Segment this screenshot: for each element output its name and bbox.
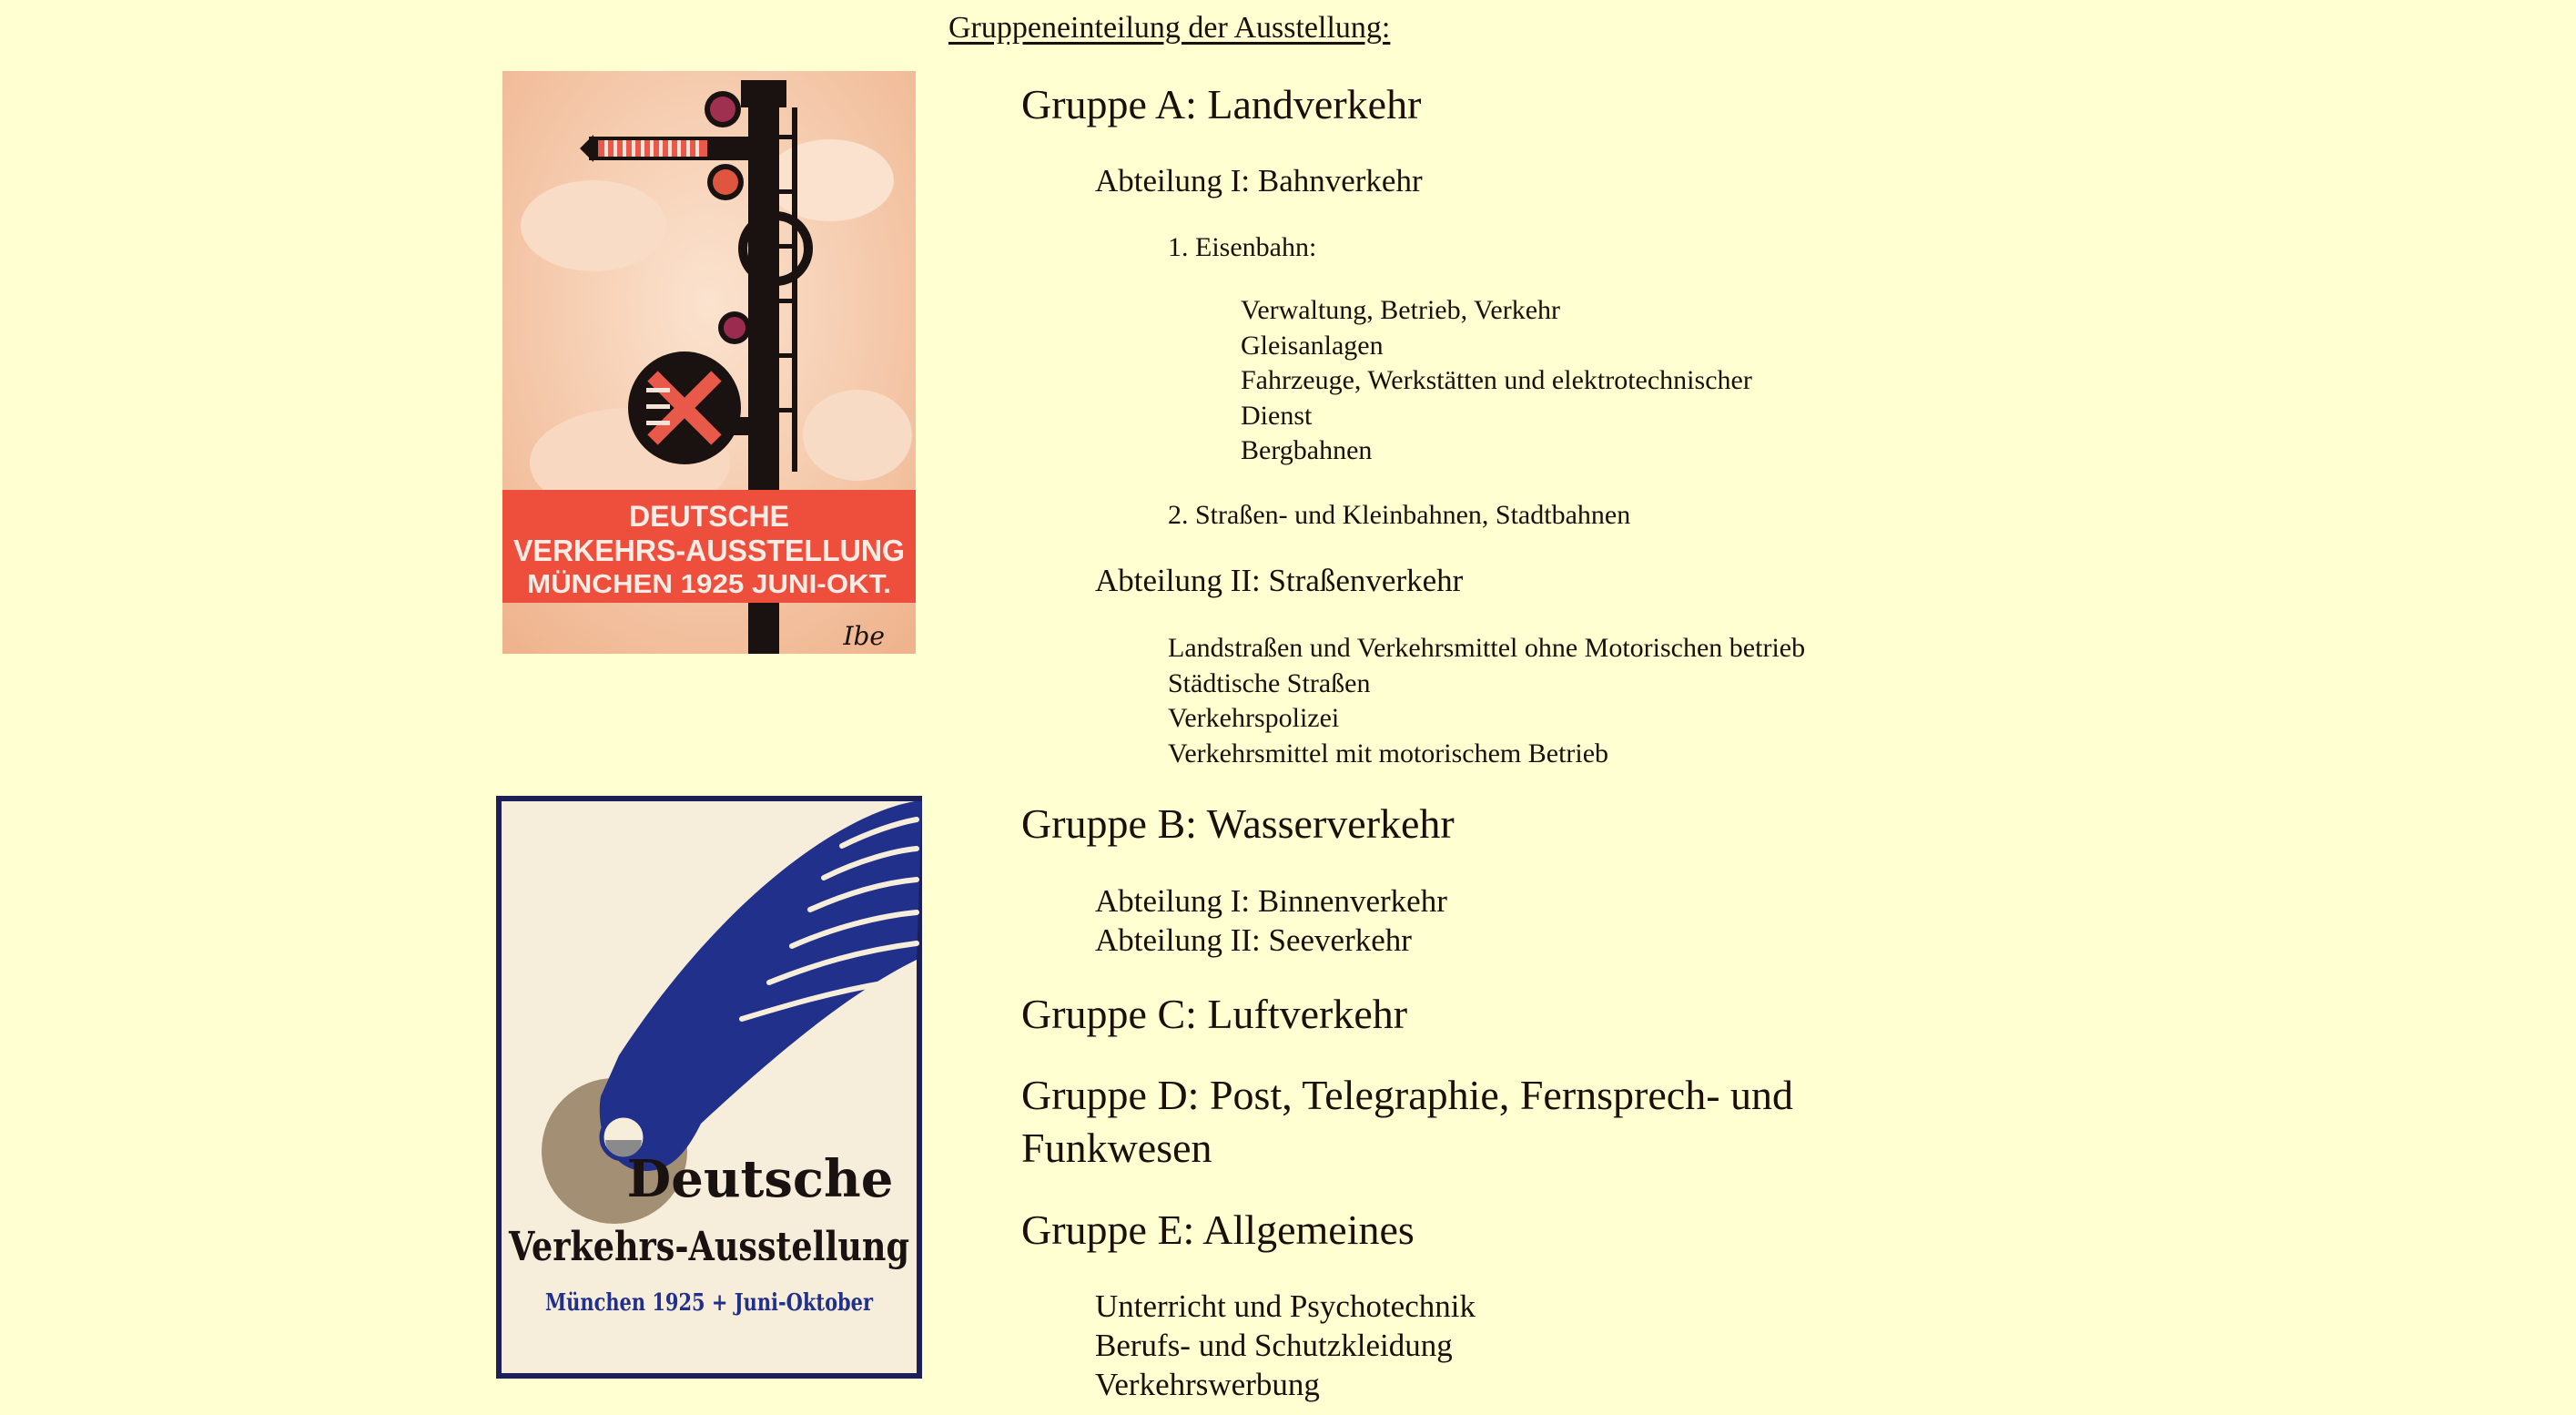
group-a-dept-1-sub-2-title: 2. Straßen- und Kleinbahnen, Stadtbahnen — [1168, 500, 1631, 530]
list-item: Abteilung II: Seeverkehr — [1095, 922, 1412, 958]
poster-a-line-3: MÜNCHEN 1925 JUNI-OKT. — [527, 570, 865, 599]
list-item: Abteilung I: Binnenverkehr — [1095, 883, 1447, 919]
group-a-title: Gruppe A: Landverkehr — [1021, 81, 1422, 127]
group-d-title-line-2: Funkwesen — [1021, 1125, 1212, 1171]
poster-a-line-1: DEUTSCHE — [628, 500, 790, 533]
feather-poster-image — [496, 796, 922, 1379]
poster-a-signature: Ibe — [843, 621, 885, 651]
list-item: Bergbahnen — [1241, 435, 1373, 465]
list-item: Fahrzeuge, Werkstätten und elektrotechnischer — [1241, 365, 1752, 395]
list-item: Berufs- und Schutzkleidung — [1095, 1328, 1453, 1363]
poster-b-line-1: Deutsche — [626, 1149, 894, 1209]
signal-poster-image — [502, 71, 916, 654]
list-item: Verwaltung, Betrieb, Verkehr — [1241, 295, 1561, 325]
list-item: Landstraßen und Verkehrsmittel ohne Motorischen betrieb — [1168, 633, 1806, 663]
group-b-title: Gruppe B: Wasserverkehr — [1021, 800, 1455, 847]
list-item: Städtische Straßen — [1168, 667, 1371, 698]
list-item: Verkehrswerbung — [1095, 1367, 1320, 1402]
list-item: Verkehrspolizei — [1168, 703, 1340, 733]
poster-b-line-3: München 1925 + Juni-Oktober — [545, 1289, 874, 1317]
list-item: Verkehrsmittel mit motorischem Betrieb — [1168, 738, 1609, 769]
page-heading: Gruppeneinteilung der Ausstellung: — [948, 11, 1391, 45]
eisenbahn-list — [1241, 293, 1752, 469]
group-e-title: Gruppe E: Allgemeines — [1021, 1206, 1415, 1253]
poster-b-line-2: Verkehrs-Ausstellung — [508, 1224, 909, 1270]
strassenverkehr-list — [1168, 631, 1805, 771]
list-item: Gleisanlagen — [1241, 330, 1384, 361]
list-item: Unterricht und Psychotechnik — [1095, 1288, 1476, 1324]
allgemeines-list — [1095, 1287, 1476, 1404]
group-a-dept-1-sub-1-title: 1. Eisenbahn: — [1168, 232, 1317, 262]
wasserverkehr-list — [1095, 881, 1447, 960]
group-a-dept-1-title: Abteilung I: Bahnverkehr — [1095, 163, 1423, 199]
group-a-dept-2-title: Abteilung II: Straßenverkehr — [1095, 563, 1464, 598]
group-d-title-line-1: Gruppe D: Post, Telegraphie, Fernsprech- und — [1021, 1072, 1794, 1118]
poster-a-line-2: VERKEHRS-AUSSTELLUNG — [513, 534, 905, 567]
list-item: Dienst — [1241, 400, 1313, 431]
group-c-title: Gruppe C: Luftverkehr — [1021, 991, 1408, 1037]
